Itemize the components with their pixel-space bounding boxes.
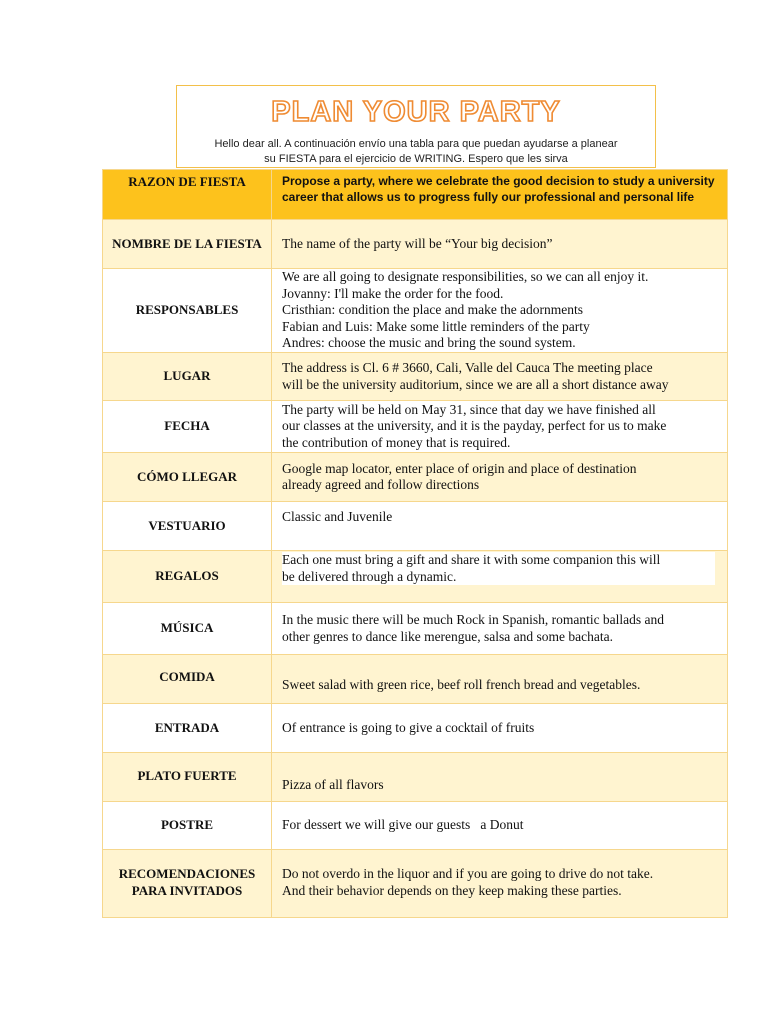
row-label: PLATO FUERTE [103, 753, 272, 802]
table-row-postre [103, 802, 728, 850]
row-value [272, 269, 728, 353]
value-line: We are all going to designate responsibilities, so we can all enjoy it. [282, 269, 649, 285]
value-line: And their behavior depends on they keep making these parties. [282, 882, 622, 898]
value-line: Classic and Juvenile [282, 509, 393, 524]
row-value [272, 453, 728, 502]
value-line: The address is Cl. 6 # 3660, Cali, Valle del Cauca The meeting place [282, 360, 653, 375]
row-value [272, 655, 728, 704]
row-label: ENTRADA [103, 704, 272, 753]
row-value [272, 704, 728, 753]
row-value [272, 551, 728, 603]
value-line: Propose a party, where we celebrate the good decision to study a university [282, 174, 715, 188]
value-line: other genres to dance like merengue, salsa and some bachata. [282, 628, 613, 644]
row-value [272, 802, 728, 850]
row-value [272, 753, 728, 802]
table-row-lugar [103, 353, 728, 401]
row-label: FECHA [103, 401, 272, 453]
table-row-como-llegar [103, 453, 728, 502]
row-label: RECOMENDACIONES PARA INVITADOS [103, 850, 272, 918]
value-line: be delivered through a dynamic. [282, 568, 457, 584]
table-row-recomendaciones [103, 850, 728, 918]
value-line: the contribution of money that is required. [282, 434, 511, 450]
table-row-vestuario [103, 502, 728, 551]
row-label: MÚSICA [103, 603, 272, 655]
value-line: In the music there will be much Rock in Spanish, romantic ballads and [282, 612, 665, 627]
header-box [176, 85, 656, 168]
row-value [272, 220, 728, 269]
intro-text [185, 137, 647, 167]
value-line: The name of the party will be “Your big decision” [282, 235, 553, 251]
value-line: will be the university auditorium, since we are all a short distance away [282, 376, 669, 392]
value-line: Do not overdo in the liquor and if you are going to drive do not take. [282, 866, 654, 881]
row-label: COMIDA [103, 655, 272, 704]
value-line: Sweet salad with green rice, beef roll french bread and vegetables. [282, 677, 641, 692]
table-row-regalos [103, 551, 728, 603]
value-line: career that allows us to progress fully our professional and personal life [282, 190, 695, 204]
intro-line: su FIESTA para el ejercicio de WRITING. Espero que les sirva [264, 153, 568, 165]
row-value [272, 850, 728, 918]
value-line: Cristhian: condition the place and make the adornments [282, 302, 584, 318]
value-line: Google map locator, enter place of origin and place of destination [282, 460, 637, 476]
page-title: PLAN YOUR PARTY [271, 96, 561, 128]
row-label: VESTUARIO [103, 502, 272, 551]
row-value [272, 170, 728, 220]
table-row-fecha [103, 401, 728, 453]
value-line: our classes at the university, and it is the payday, perfect for us to make [282, 418, 667, 434]
value-line: Pizza of all flavors [282, 777, 384, 792]
value-line: The party will be held on May 31, since that day we have finished all [282, 401, 656, 417]
row-label: LUGAR [103, 353, 272, 401]
row-value [272, 353, 728, 401]
value-line: For dessert we will give our guests a Donut [282, 817, 524, 833]
value-highlight [282, 552, 715, 585]
row-value [272, 502, 728, 551]
row-value [272, 401, 728, 453]
intro-line: Hello dear all. A continuación envío una tabla para que puedan ayudarse a planear [214, 138, 618, 150]
table-row-razon [103, 170, 728, 220]
table-row-musica [103, 603, 728, 655]
party-plan-table [102, 169, 728, 918]
value-line: Andres: choose the music and bring the sound system. [282, 335, 576, 351]
value-line: Jovanny: I'll make the order for the food. [282, 285, 504, 301]
value-line: already agreed and follow directions [282, 477, 480, 492]
table-row-nombre [103, 220, 728, 269]
table-row-plato-fuerte [103, 753, 728, 802]
table-row-entrada [103, 704, 728, 753]
value-line: Fabian and Luis: Make some little reminders of the party [282, 318, 590, 334]
row-label: RAZON DE FIESTA [103, 170, 272, 220]
row-label: CÓMO LLEGAR [103, 453, 272, 502]
table-row-comida [103, 655, 728, 704]
row-label: REGALOS [103, 551, 272, 603]
row-value [272, 603, 728, 655]
row-label: NOMBRE DE LA FIESTA [103, 220, 272, 269]
row-label: POSTRE [103, 802, 272, 850]
table-row-responsables [103, 269, 728, 353]
value-line: Each one must bring a gift and share it with some companion this will [282, 552, 661, 567]
value-line: Of entrance is going to give a cocktail of fruits [282, 719, 535, 735]
row-label: RESPONSABLES [103, 269, 272, 353]
